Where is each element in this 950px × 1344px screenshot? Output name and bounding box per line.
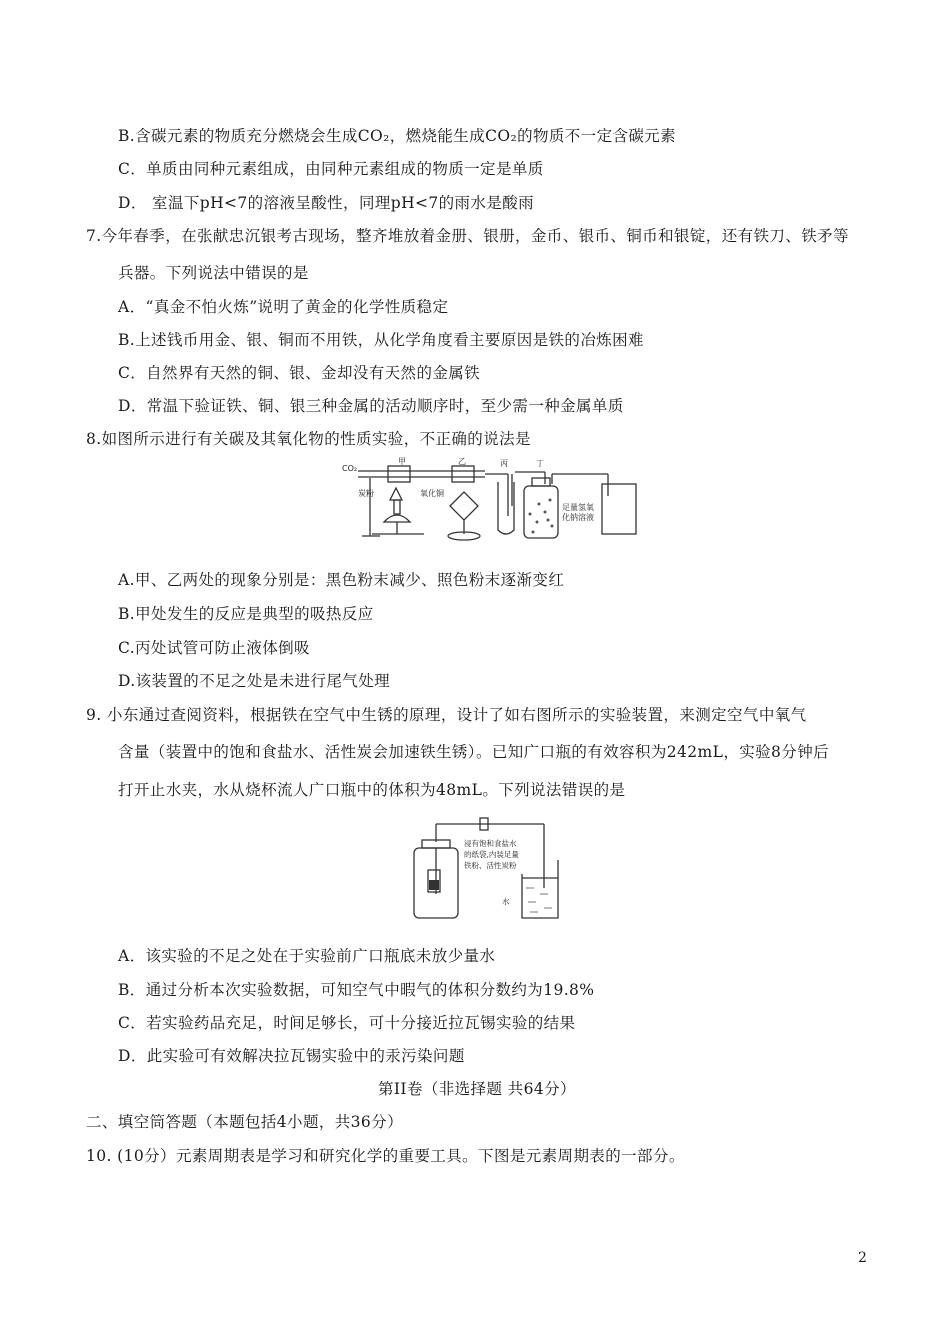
q7-option-a: A．“真金不怕火炼”说明了黄金的化学性质稳定	[118, 298, 449, 316]
q10-stem: 10. (10分）元素周期表是学习和研究化学的重要工具。下图是元素周期表的一部分。	[86, 1147, 685, 1165]
q9-stem-line2: 含量（装置中的饱和食盐水、活性炭会加速铁生锈）。已知广口瓶的有效容积为242mL，实验8分钟后	[118, 743, 829, 761]
section-2-heading: 二、填空筒答题（本题包括4小题，共36分）	[86, 1113, 403, 1131]
q8-fig-jia-label: 甲	[398, 457, 406, 466]
q9-apparatus-figure	[404, 814, 564, 926]
q7-option-c: C．自然界有天然的铜、银、金却没有天然的金属铁	[118, 364, 481, 382]
q9-stem-line3: 打开止水夹，水从烧杯流人广口瓶中的体积为48mL。下列说法错误的是	[118, 781, 626, 799]
q8-fig-ding-label: 丁	[536, 459, 544, 468]
q9-option-b: B．通过分析本次实验数据，可知空气中暇气的体积分数约为19.8%	[118, 981, 595, 999]
q8-apparatus-figure	[340, 456, 645, 546]
q8-fig-naoh-label-1: 足量氢氧	[562, 503, 594, 512]
q8-option-b: B.甲处发生的反应是典型的吸热反应	[118, 605, 374, 623]
q8-fig-tanfen-label: 炭粉	[358, 489, 374, 498]
q8-fig-naoh-label-2: 化钠溶液	[562, 513, 594, 522]
q8-option-d: D.该装置的不足之处是未进行尾气处理	[118, 672, 391, 690]
q9-fig-label-2: 的纸袋,内装足量	[464, 850, 519, 859]
q8-stem: 8.如图所示进行有关碳及其氧化物的性质实验，不正确的说法是	[86, 430, 531, 448]
q9-option-d: D．此实验可有效解决拉瓦锡实验中的汞污染问题	[118, 1047, 465, 1065]
q6-option-d: D． 室温下pH<7的溶液呈酸性，同理pH<7的雨水是酸雨	[118, 194, 535, 212]
q7-stem-line1: 7.今年春季，在张献忠沉银考古现场，整齐堆放着金册、银册，金币、银币、铜币和银锭，还有铁刀、铁矛等	[86, 227, 849, 245]
q9-stem-line1: 9. 小东通过查阅资料，根据铁在空气中生锈的原理，设计了如右图所示的实验装置，来测定空气中氧气	[86, 706, 807, 724]
q6-option-b: B.含碳元素的物质充分燃烧会生成CO₂，燃烧能生成CO₂的物质不一定含碳元素	[118, 127, 677, 145]
q6-option-c: C．单质由同种元素组成，由同种元素组成的物质一定是单质	[118, 160, 544, 178]
q8-option-c: C.丙处试管可防止液体倒吸	[118, 639, 310, 657]
q7-stem-line2: 兵器。下列说法中错误的是	[118, 264, 309, 282]
q8-option-a: A.甲、乙两处的现象分别是：黑色粉末减少、照色粉末逐渐变红	[118, 571, 565, 589]
q9-option-a: A．该实验的不足之处在于实验前广口瓶底未放少量水	[118, 947, 496, 965]
q9-option-c: C．若实验药品充足，时间足够长，可十分接近拉瓦锡实验的结果	[118, 1014, 576, 1032]
q8-fig-yanghuatong-label: 氧化铜	[420, 489, 444, 498]
q8-fig-bing-label: 丙	[500, 459, 508, 468]
q8-apparatus-diagram	[340, 456, 645, 546]
q9-fig-label-3: 铁粉、活性炭粉	[464, 861, 517, 870]
q7-option-b: B.上述钱币用金、银、铜而不用铁，从化学角度看主要原因是铁的冶炼困难	[118, 331, 644, 349]
q9-apparatus-diagram	[404, 814, 564, 926]
q8-fig-co2-label: CO₂	[342, 464, 358, 473]
page-number: 2	[858, 1250, 867, 1266]
q9-fig-label-1: 浸有饱和食盐水	[464, 839, 517, 848]
q8-fig-yi-label: 乙	[458, 457, 466, 466]
q7-option-d: D．常温下验证铁、铜、银三种金属的活动顺序时，至少需一种金属单质	[118, 397, 624, 415]
q9-fig-water-label: 水	[502, 897, 510, 906]
section-2-title: 第II卷（非选择题 共64分）	[378, 1080, 576, 1098]
